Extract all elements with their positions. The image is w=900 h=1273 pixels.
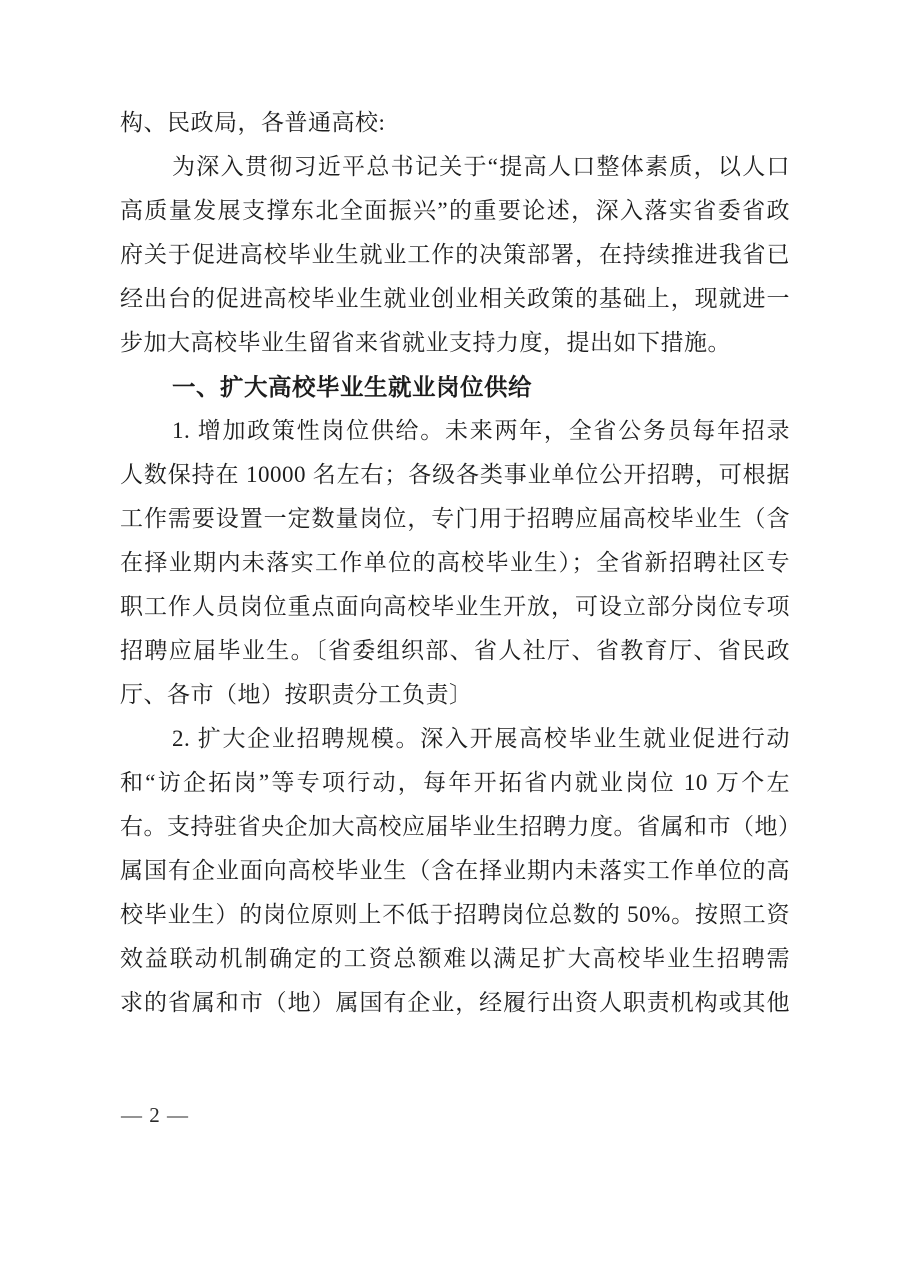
section-heading: 一、扩大高校毕业生就业岗位供给 — [172, 374, 532, 400]
text-line: 为深入贯彻习近平总书记关于“提高人口整体素质，以人口 — [172, 154, 790, 179]
text-line-salutation: 构、民政局，各普通高校: — [120, 110, 386, 135]
text-line: 招聘应届毕业生。〔省委组织部、省人社厅、省教育厅、省民政 — [120, 638, 790, 663]
text-line: 和“访企拓岗”等专项行动，每年开拓省内就业岗位 10 万个左 — [120, 770, 790, 795]
page-number: — 2 — — [121, 1103, 189, 1127]
text-line: 步加大高校毕业生留省来省就业支持力度，提出如下措施。 — [120, 330, 731, 355]
text-line: 高质量发展支撑东北全面振兴”的重要论述，深入落实省委省政 — [120, 198, 790, 223]
text-line: 工作需要设置一定数量岗位，专门用于招聘应届高校毕业生（含 — [120, 506, 790, 531]
text-line: 右。支持驻省央企加大高校应届毕业生招聘力度。省属和市（地） — [120, 814, 802, 839]
text-line: 属国有企业面向高校毕业生（含在择业期内未落实工作单位的高 — [120, 858, 790, 883]
text-line: 人数保持在 10000 名左右；各级各类事业单位公开招聘，可根据 — [120, 462, 790, 487]
text-line: 在择业期内未落实工作单位的高校毕业生）；全省新招聘社区专 — [120, 550, 790, 575]
text-line: 厅、各市（地）按职责分工负责〕 — [120, 682, 473, 707]
text-line: 求的省属和市（地）属国有企业，经履行出资人职责机构或其他 — [120, 990, 790, 1015]
text-line: 职工作人员岗位重点面向高校毕业生开放，可设立部分岗位专项 — [120, 594, 790, 619]
text-line-item-1: 1. 增加政策性岗位供给。未来两年，全省公务员每年招录 — [172, 418, 790, 443]
document-body — [120, 101, 802, 1025]
text-line: 府关于促进高校毕业生就业工作的决策部署，在持续推进我省已 — [120, 242, 790, 267]
text-line: 效益联动机制确定的工资总额难以满足扩大高校毕业生招聘需 — [120, 946, 790, 971]
text-line-item-2: 2. 扩大企业招聘规模。深入开展高校毕业生就业促进行动 — [172, 726, 790, 751]
text-line: 校毕业生）的岗位原则上不低于招聘岗位总数的 50%。按照工资 — [120, 902, 790, 927]
text-line: 经出台的促进高校毕业生就业创业相关政策的基础上，现就进一 — [120, 286, 790, 311]
